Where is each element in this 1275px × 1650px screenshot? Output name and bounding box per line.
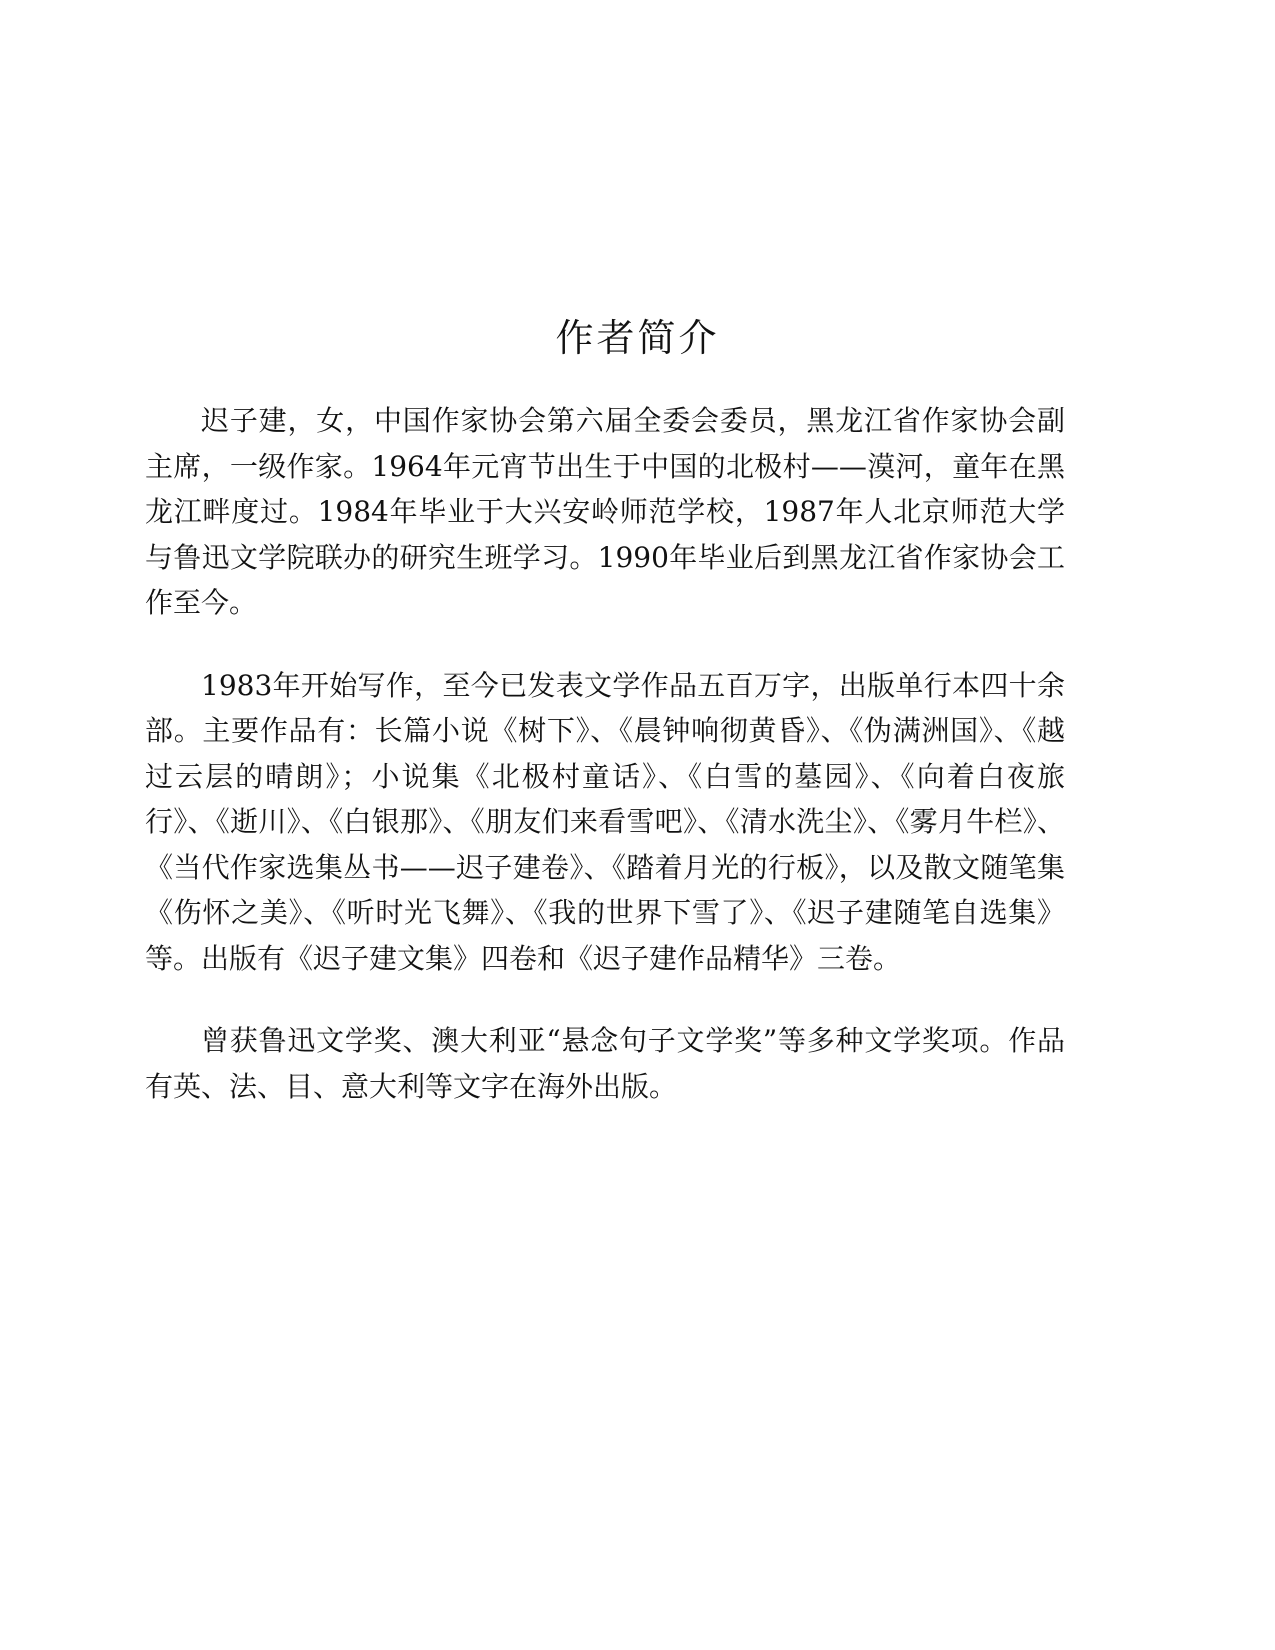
page-title: 作者简介 <box>555 316 720 360</box>
paragraph-awards: 曾获鲁迅文学奖、澳大利亚“悬念句子文学奖”等多种文学奖项。作品有英、法、目、意大利等文字在海外出版。 <box>145 1024 1065 1103</box>
body-text <box>145 398 1065 1109</box>
paragraph-biography: 迟子建，女，中国作家协会第六届全委会委员，黑龙江省作家协会副主席，一级作家。1964年元宵节出生于中国的北极村——漠河，童年在黑龙江畔度过。1984年毕业于大兴安岭师范学校，1987年人北京师范大学与鲁迅文学院联办的研究生班学习。1990年毕业后到黑龙江省作家协会工作至今。 <box>145 404 1065 619</box>
paragraph-works: 1983年开始写作，至今已发表文学作品五百万字，出版单行本四十余部。主要作品有：长篇小说《树下》、《晨钟响彻黄昏》、《伪满洲国》、《越过云层的晴朗》；小说集《北极村童话》、《白雪的墓园》、《向着白夜旅行》、《逝川》、《白银那》、《朋友们来看雪吧》、《清水洗尘》、《雾月牛栏》、《当代作家选集丛书——迟子建卷》、《踏着月光的行板》，以及散文随笔集《伤怀之美》、《听时光飞舞》、《我的世界下雪了》、《迟子建随笔自选集》等。出版有《迟子建文集》四卷和《迟子建作品精华》三卷。 <box>145 668 1065 975</box>
